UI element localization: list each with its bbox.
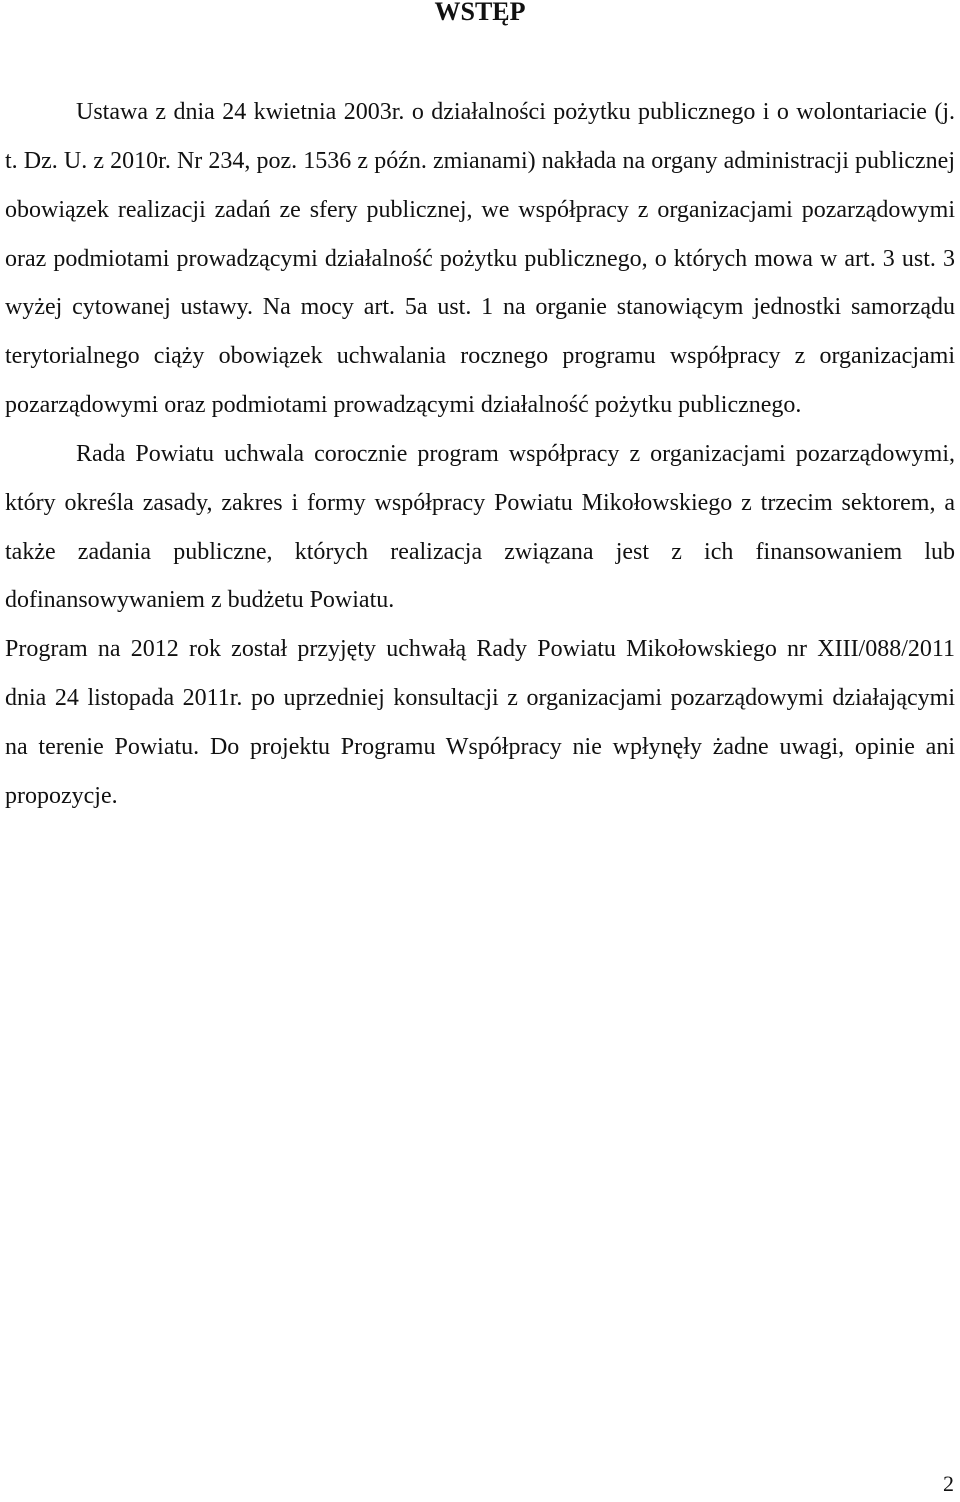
page-title: WSTĘP xyxy=(434,0,526,26)
paragraph-council-program: Rada Powiatu uchwala corocznie program współpracy z organizacjami pozarządowymi, który określa zasady, zakres i formy współpracy Powiatu Mikołowskiego z trzecim sektorem, a także zadania publiczne, których realizacja związana jest z ich finansowaniem lub dofinansowywaniem z budżetu Powiatu. xyxy=(5,440,955,614)
document-body xyxy=(5,88,955,821)
paragraph-program-2012: Program na 2012 rok został przyjęty uchwałą Rady Powiatu Mikołowskiego nr XIII/088/2011 dnia 24 listopada 2011r. po uprzedniej konsultacji z organizacjami pozarządowymi działającymi na terenie Powiatu. Do projektu Programu Współpracy nie wpłynęły żadne uwagi, opinie ani propozycje. xyxy=(5,636,955,809)
page-number: 2 xyxy=(943,1471,954,1496)
paragraph-legal-basis: Ustawa z dnia 24 kwietnia 2003r. o działalności pożytku publicznego i o wolontariacie (j. t. Dz. U. z 2010r. Nr 234, poz. 1536 z późn. zmianami) nakłada na organy administracji publicznej obowiązek realizacji zadań ze sfery publicznej, we współpracy z organizacjami pozarządowymi oraz podmiotami prowadzącymi działalność pożytku publicznego, o których mowa w art. 3 ust. 3 wyżej cytowanej ustawy. Na mocy art. 5a ust. 1 na organie stanowiącym jednostki samorządu terytorialnego ciąży obowiązek uchwalania rocznego programu współpracy z organizacjami pozarządowymi oraz podmiotami prowadzącymi działalność pożytku publicznego. xyxy=(5,99,955,419)
